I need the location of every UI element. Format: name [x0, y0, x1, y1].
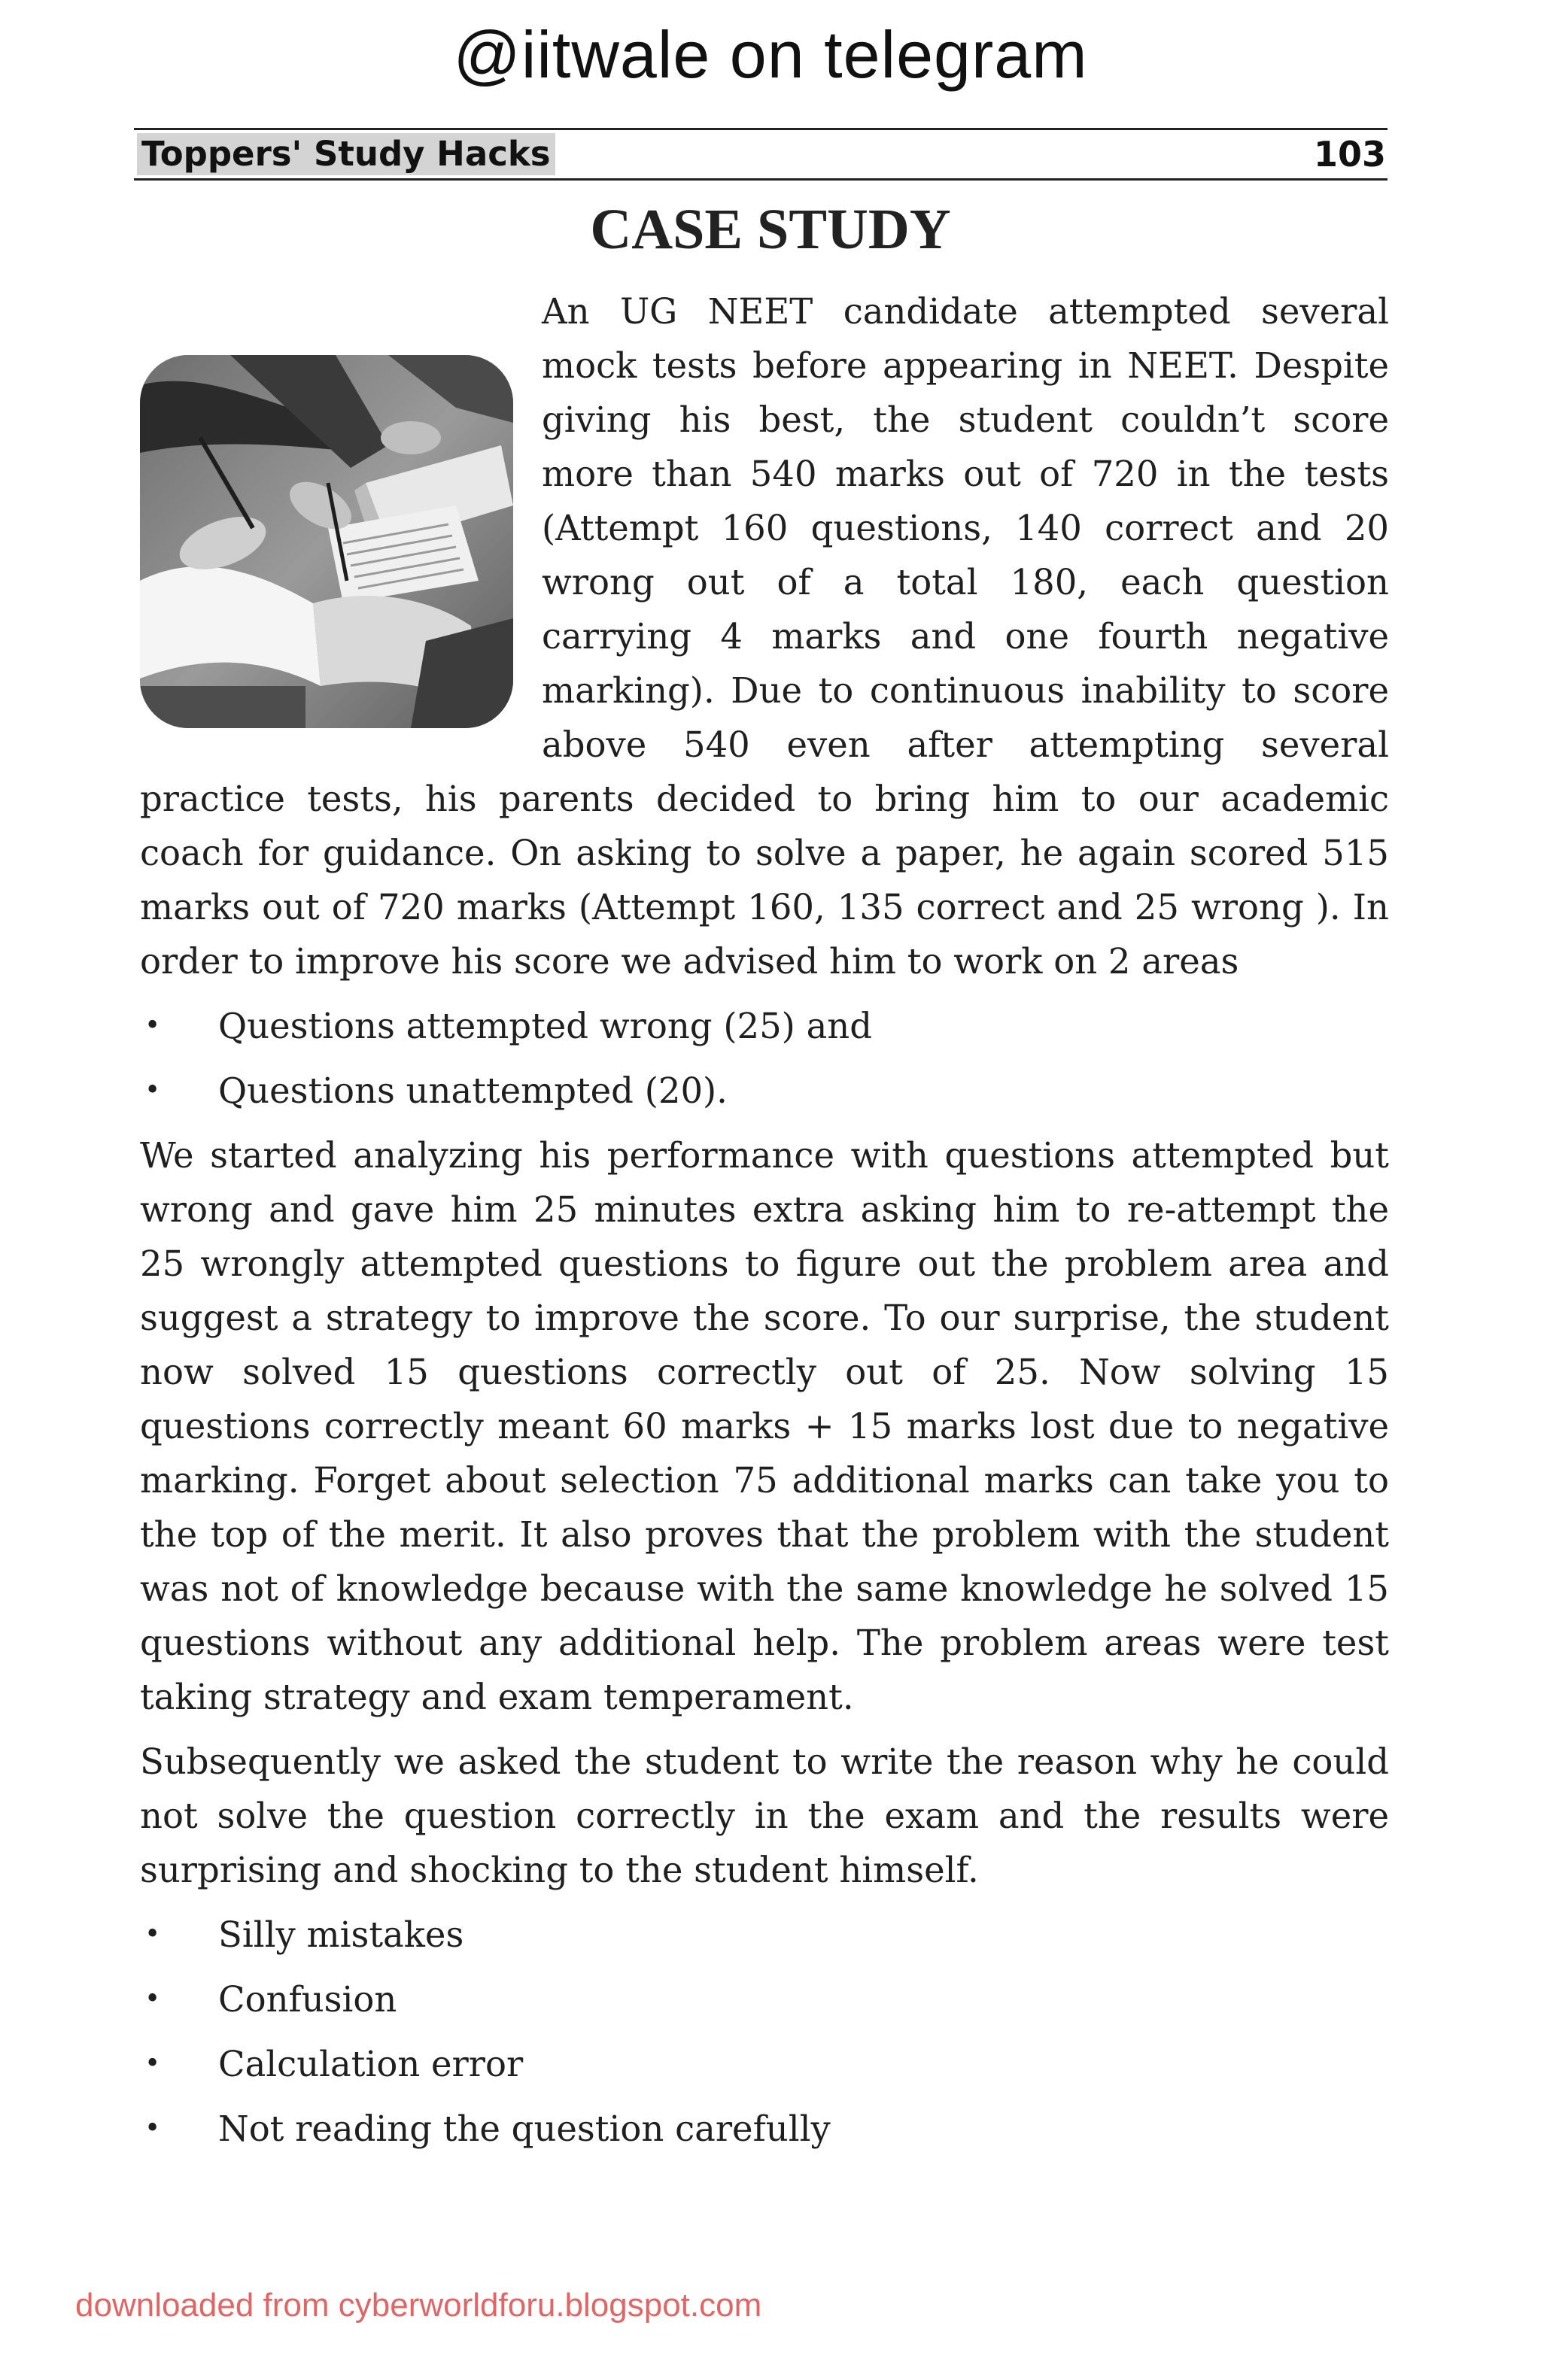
source-footer-link[interactable]: downloaded from cyberworldforu.blogspot.com — [75, 2287, 762, 2324]
bullet-icon: • — [144, 1984, 161, 2014]
paragraph-analysis: We started analyzing his performance with questions attempted but wrong and gave him 25 minutes extra asking him to re-attempt the 25 wrongly attempted questions to figure out the problem area and suggest a strategy to improve the score. To our surprise, the student now solved 15 questions correctly out of 25. Now solving 15 questions correctly meant 60 marks + 15 marks lost due to negative marking. Forget about selection 75 additional marks can take you to the top of the merit. It also proves that the problem with the student was not of knowledge because with the same knowledge he solved 15 questions without any additional help. The problem areas were test taking strategy and exam temperament. — [140, 1135, 1389, 1717]
bullet-icon: • — [144, 2113, 161, 2144]
bullet-icon: • — [144, 1075, 161, 1106]
running-header — [134, 128, 1388, 181]
list-item: • Questions attempted wrong (25) and — [140, 999, 1389, 1053]
paragraph-reasons-intro: Subsequently we asked the student to write the reason why he could not solve the question correctly in the exam and the results were surprising and shocking to the student himself. — [140, 1741, 1389, 1890]
article-body — [140, 284, 1389, 2166]
list-item: • Questions unattempted (20). — [140, 1064, 1389, 1118]
list-item: • Not reading the question carefully — [140, 2102, 1389, 2156]
bullet-icon: • — [144, 1919, 161, 1950]
improvement-areas-list — [140, 999, 1389, 1118]
reasons-list — [140, 1908, 1389, 2156]
list-item: • Silly mistakes — [140, 1908, 1389, 1962]
list-item: • Confusion — [140, 1972, 1389, 2026]
paragraph-intro: An UG NEET candidate attempted several mock tests before appearing in NEET. Despite giving his best, the student couldn’t score more than 540 marks out of 720 in the tests (Attempt 160 questions, 140 correct and 20 wrong out of a total 180, each question carrying 4 marks and one fourth negative marking). Due to continuous inability to score above 540 even after attempting several practice tests, his parents decided to bring him to our academic coach for guidance. On asking to solve a paper, he again scored 515 marks out of 720 marks (Attempt 160, 135 correct and 25 wrong ). In order to improve his score we advised him to work on 2 areas — [140, 291, 1389, 982]
section-title: CASE STUDY — [590, 198, 951, 261]
students-studying-photo — [140, 355, 513, 728]
telegram-watermark: @iitwale on telegram — [453, 17, 1088, 92]
bullet-icon: • — [144, 1010, 161, 1041]
bullet-icon: • — [144, 2048, 161, 2079]
list-item: • Calculation error — [140, 2037, 1389, 2091]
book-title: Toppers' Study Hacks — [137, 133, 555, 175]
page-number: 103 — [1313, 134, 1386, 175]
